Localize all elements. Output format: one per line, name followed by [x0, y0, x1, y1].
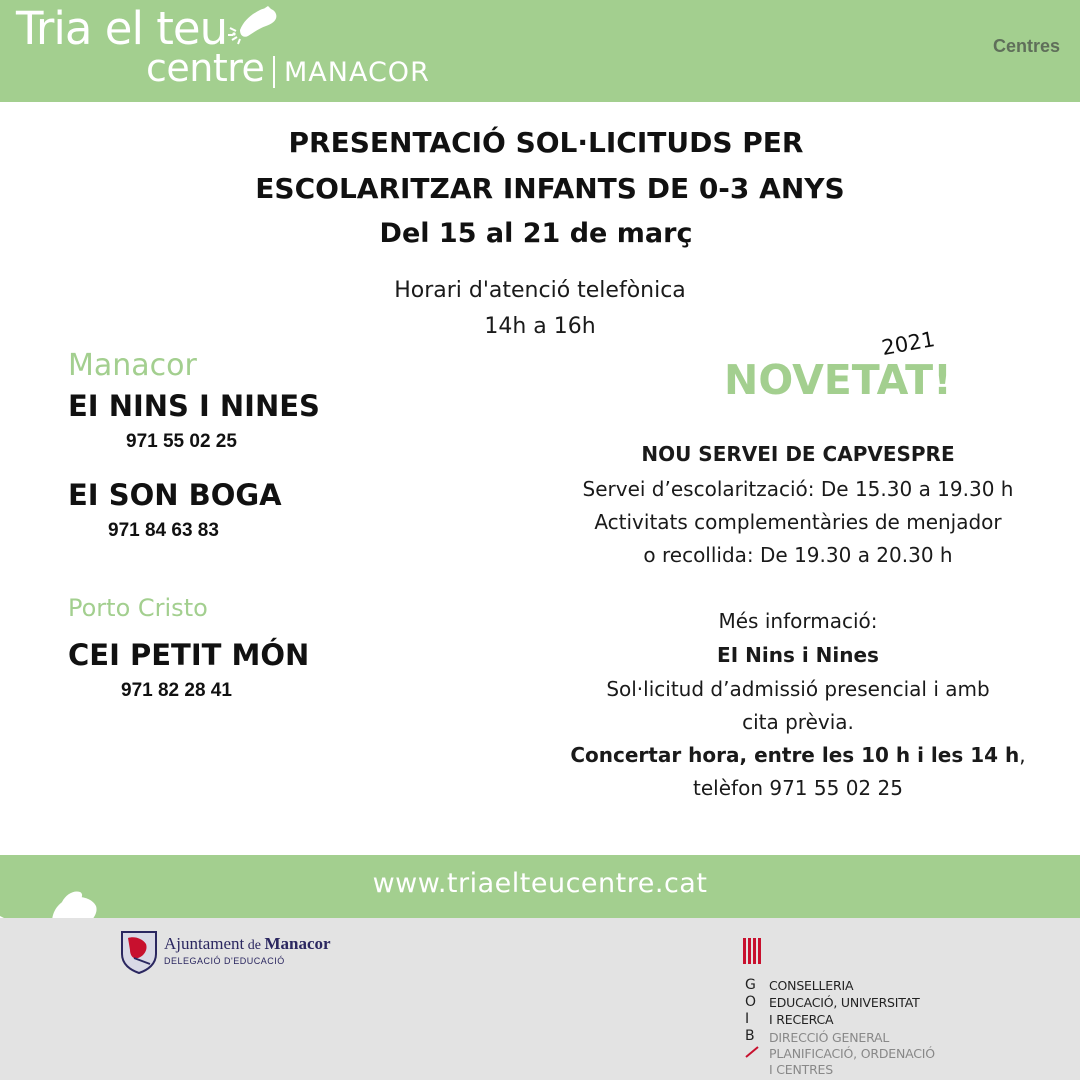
direccio-line2: PLANIFICACIÓ, ORDENACIÓ: [769, 1046, 935, 1061]
conselleria-line3: I RECERCA: [769, 1012, 834, 1027]
page-title-line1: PRESENTACIÓ SOL·LICITUDS PER: [288, 126, 804, 159]
info-line-schedule: [538, 743, 1058, 767]
goib-letter-g: G: [745, 977, 756, 993]
direccio-line1: DIRECCIÓ GENERAL: [769, 1030, 890, 1045]
ajuntament-de: de: [244, 938, 265, 953]
centre-phone-son-boga[interactable]: 971 84 63 83: [108, 520, 219, 541]
info-schedule-rest: ,: [1019, 743, 1026, 767]
goib-letter-o: O: [745, 994, 757, 1010]
centre-name-son-boga: EI SON BOGA: [68, 478, 282, 512]
ajuntament-prefix: Ajuntament: [164, 934, 245, 953]
news-line-pickup: o recollida: De 19.30 a 20.30 h: [643, 543, 953, 567]
centre-phone-nins-i-nines[interactable]: 971 55 02 25: [126, 431, 237, 452]
location-porto-cristo: Porto Cristo: [68, 594, 208, 622]
news-line-activities: Activitats complementàries de menjador: [594, 510, 1002, 534]
goib-letter-b: B: [745, 1028, 755, 1044]
conselleria-line2: EDUCACIÓ, UNIVERSITAT: [769, 995, 920, 1010]
hand-pointer-icon: [226, 4, 280, 48]
info-line-application: Sol·licitud d’admissió presencial i amb: [606, 677, 990, 701]
location-manacor: Manacor: [68, 348, 197, 383]
goib-letter-i: I: [745, 1011, 750, 1027]
ajuntament-department: DELEGACIÓ D'EDUCACIÓ: [164, 956, 285, 966]
page-title-line2: ESCOLARITZAR INFANTS DE 0-3 ANYS: [255, 172, 845, 205]
goib-slash-icon: [744, 1046, 760, 1058]
centre-phone-petit-mon[interactable]: 971 82 28 41: [121, 680, 232, 701]
logo-text-line1: Tria el teu: [16, 2, 228, 55]
info-line-appointment: cita prèvia.: [742, 710, 854, 734]
conselleria-line1: CONSELLERIA: [769, 978, 854, 993]
header-bar: [0, 0, 1080, 102]
centre-name-petit-mon: CEI PETIT MÓN: [68, 638, 310, 672]
info-line-phone[interactable]: telèfon 971 55 02 25: [693, 776, 903, 800]
direccio-line3: I CENTRES: [769, 1062, 833, 1077]
logo-city: MANACOR: [284, 57, 430, 88]
footer-website-link[interactable]: www.triaelteucentre.cat: [372, 868, 708, 899]
page-dates: Del 15 al 21 de març: [379, 218, 693, 249]
info-centre: EI Nins i Nines: [717, 643, 879, 667]
info-schedule-bold: Concertar hora, entre les 10 h i les 14 h: [570, 743, 1020, 767]
hours-label: Horari d'atenció telefònica: [394, 278, 686, 303]
hand-pointer-icon: [0, 886, 100, 922]
logo-text-line2: centre: [146, 46, 265, 90]
hours-value: 14h a 16h: [484, 314, 596, 339]
centre-name-nins-i-nines: EI NINS I NINES: [68, 389, 320, 423]
balearic-flag-icon: [742, 936, 762, 966]
news-year: 2021: [879, 327, 937, 360]
ajuntament-name: [164, 934, 331, 954]
news-service-title: NOU SERVEI DE CAPVESPRE: [641, 442, 955, 466]
nav-link-centres[interactable]: Centres: [992, 36, 1060, 56]
news-headline: NOVETAT!: [724, 356, 952, 404]
ajuntament-city: Manacor: [264, 934, 331, 953]
logo-separator: [273, 56, 275, 88]
info-label: Més informació:: [718, 609, 878, 633]
news-line-schooling: Servei d’escolarització: De 15.30 a 19.30 h: [582, 477, 1014, 501]
city-crest-icon: [120, 928, 158, 974]
